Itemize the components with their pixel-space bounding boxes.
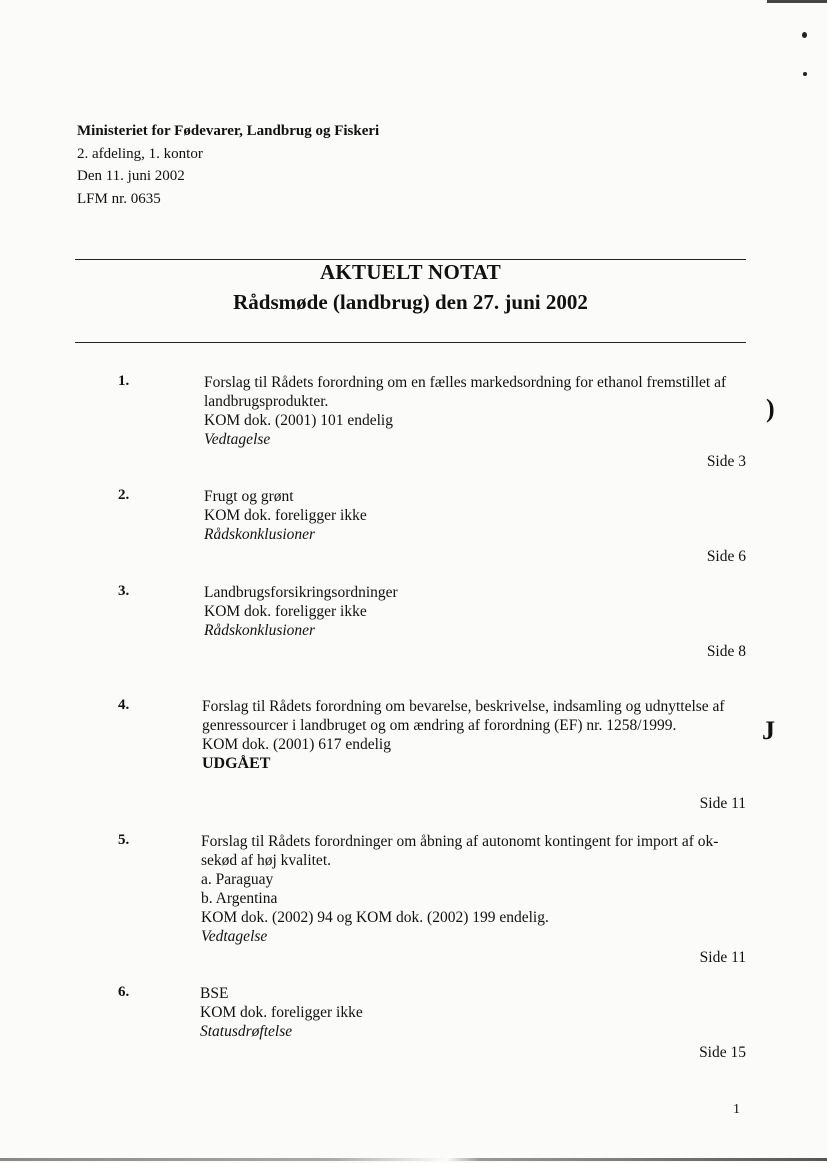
item-text: BSE — [200, 985, 229, 1002]
department: 2. afdeling, 1. kontor — [77, 145, 203, 162]
item-number: 3. — [118, 583, 130, 599]
item-text: sekød af høj kvalitet. — [201, 852, 331, 869]
item-status: Vedtagelse — [204, 431, 271, 448]
item-number: 5. — [118, 832, 130, 848]
item-page-ref: Side 3 — [706, 453, 746, 470]
item-page-ref: Side 11 — [699, 949, 746, 966]
item-text: Frugt og grønt — [204, 488, 294, 505]
document-title: AKTUELT NOTAT — [319, 260, 502, 284]
item-text: Forslag til Rådets forordning om en fælles markedsordning for ethanol fremstillet af — [204, 374, 727, 391]
item-status: Statusdrøftelse — [200, 1023, 293, 1040]
item-number: 6. — [118, 984, 130, 1000]
title-rule-bottom — [75, 342, 746, 343]
item-number: 2. — [118, 487, 130, 503]
scan-edge-mark — [767, 0, 827, 3]
item-number: 1. — [118, 373, 130, 389]
reference-number: LFM nr. 0635 — [77, 190, 161, 207]
item-document: KOM dok. foreligger ikke — [204, 603, 367, 620]
item-page-ref: Side 11 — [699, 795, 746, 812]
item-text: Forslag til Rådets forordninger om åbning af autonomt kontingent for import af ok- — [201, 833, 719, 850]
item-page-ref: Side 8 — [706, 643, 746, 660]
sub-item: b. Argentina — [201, 890, 278, 907]
meeting-subtitle: Rådsmøde (landbrug) den 27. juni 2002 — [233, 290, 588, 314]
page-number: 1 — [733, 1102, 740, 1117]
item-document: KOM dok. foreligger ikke — [200, 1004, 363, 1021]
sub-item: a. Paraguay — [201, 871, 274, 888]
item-status: Rådskonklusioner — [204, 526, 316, 543]
item-status: Rådskonklusioner — [204, 622, 316, 639]
item-page-ref: Side 6 — [706, 548, 746, 565]
item-text: landbrugsprodukter. — [204, 393, 329, 410]
scan-edge-mark — [0, 1158, 827, 1161]
scan-dot — [802, 32, 807, 38]
item-text: Landbrugsforsikringsordninger — [204, 584, 398, 601]
item-page-ref: Side 15 — [699, 1044, 746, 1061]
item-number: 4. — [118, 697, 130, 713]
item-status: UDGÅET — [202, 755, 271, 772]
item-status: Vedtagelse — [201, 928, 268, 945]
item-document: KOM dok. (2001) 101 endelig — [204, 412, 393, 429]
scan-dot — [803, 72, 807, 76]
letterhead — [77, 120, 379, 210]
handwritten-bracket-mark: ) — [766, 394, 775, 423]
ministry-name: Ministeriet for Fødevarer, Landbrug og Fiskeri — [77, 123, 380, 139]
item-document: KOM dok. (2001) 617 endelig — [202, 736, 391, 753]
item-text: genressourcer i landbruget og om ændring af forordning (EF) nr. 1258/1999. — [202, 717, 677, 734]
item-text: Forslag til Rådets forordning om bevarelse, beskrivelse, indsamling og udnyttelse af — [202, 698, 725, 715]
item-document: KOM dok. foreligger ikke — [204, 507, 367, 524]
document-date: Den 11. juni 2002 — [77, 168, 185, 184]
item-document: KOM dok. (2002) 94 og KOM dok. (2002) 199 endelig. — [201, 909, 549, 926]
handwritten-bracket-mark: J — [762, 716, 775, 745]
